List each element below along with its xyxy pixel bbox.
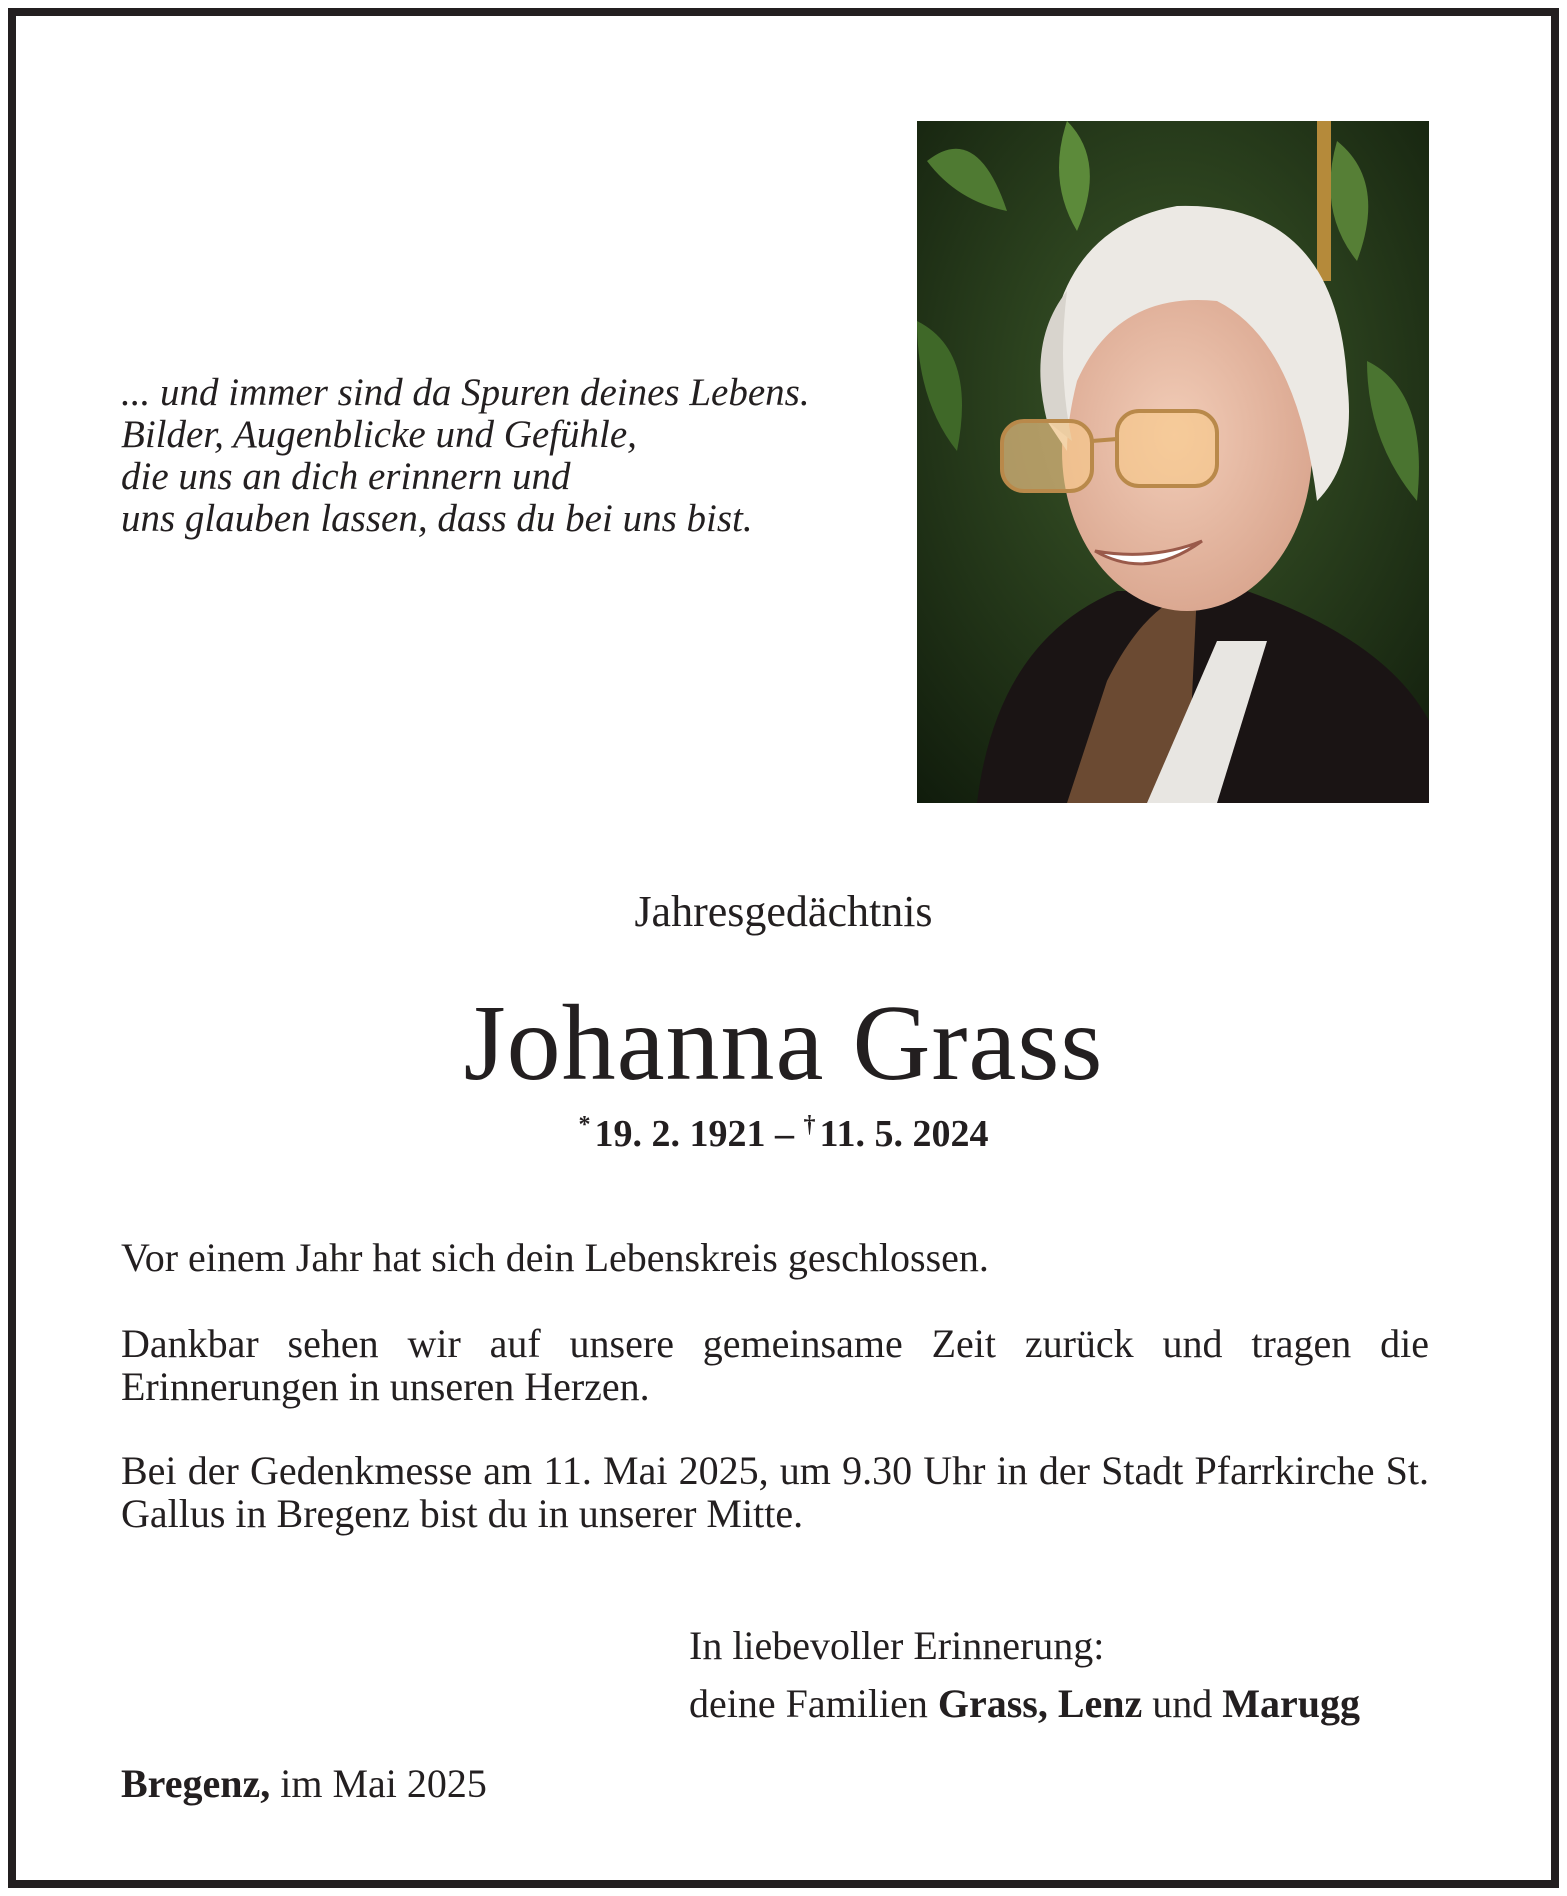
paragraph-3: Bei der Gedenkmesse am 11. Mai 2025, um 9.30 Uhr in der Stadt Pfarrkirche St. Gallus in Bregenz bist du in unserer Mitte. (121, 1448, 1429, 1536)
family-name-lenz: Lenz (1057, 1681, 1143, 1726)
poem-line: die uns an dich erinnern und (121, 455, 571, 498)
family-prefix: deine Familien (689, 1681, 938, 1726)
portrait-photo (917, 121, 1429, 803)
closing-signature (689, 1617, 1429, 1733)
poem (121, 372, 881, 540)
life-dates (0, 1112, 1567, 1156)
memorial-heading: Jahresgedächtnis (634, 887, 933, 936)
family-name-grass: Grass, (937, 1681, 1048, 1726)
poem-line: Bilder, Augenblicke und Gefühle, (121, 413, 637, 456)
closing-line: In liebevoller Erinnerung: (689, 1623, 1105, 1668)
birth-date: 19. 2. 1921 (594, 1113, 766, 1155)
poem-line: ... und immer sind da Spuren deines Lebens. (121, 371, 810, 414)
death-symbol: † (803, 1112, 816, 1138)
family-name-marugg: Marugg (1222, 1681, 1361, 1726)
poem-line: uns glauben lassen, dass du bei uns bist. (121, 497, 753, 540)
paragraph-1: Vor einem Jahr hat sich dein Lebenskreis geschlossen. (121, 1235, 989, 1280)
place-date (121, 1760, 487, 1807)
deceased-name: Johanna Grass (463, 984, 1104, 1103)
birth-symbol: * (578, 1112, 591, 1138)
family-line (689, 1675, 1429, 1733)
death-date: 11. 5. 2024 (819, 1113, 989, 1155)
family-connector: und (1142, 1681, 1223, 1726)
place-month: im Mai 2025 (270, 1761, 487, 1806)
paragraph-2: Dankbar sehen wir auf unsere gemeinsame Zeit zurück und tragen die Erinnerungen in unseren Herzen. (121, 1321, 1429, 1409)
place-city: Bregenz, (121, 1761, 271, 1806)
date-separator: – (765, 1113, 804, 1155)
